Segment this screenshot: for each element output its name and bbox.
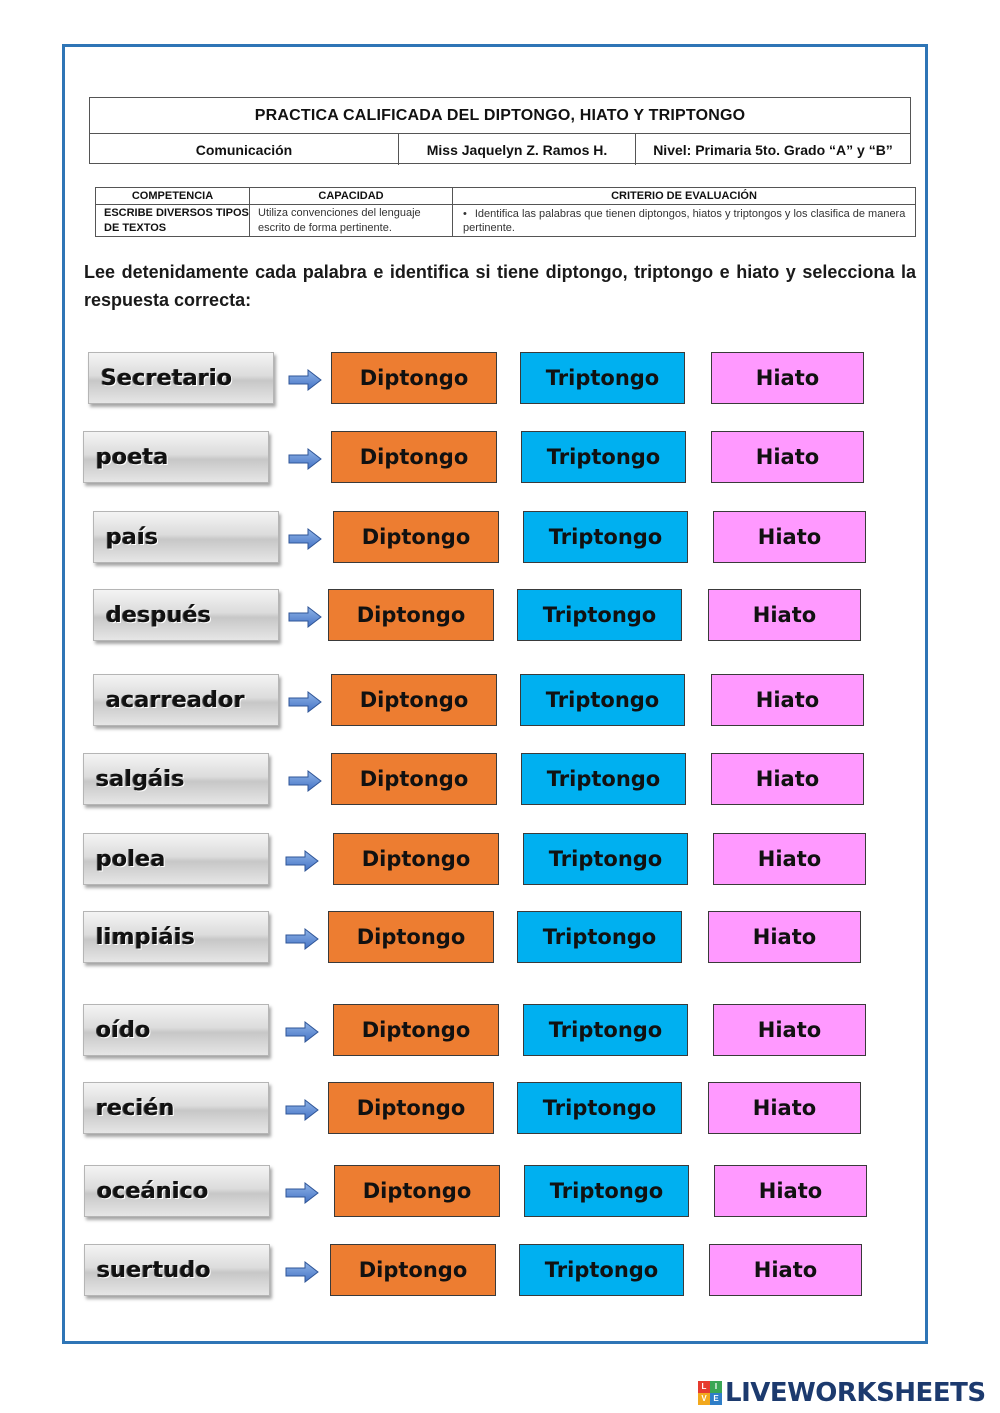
option-diptongo-button[interactable]: Diptongo xyxy=(331,352,497,404)
option-hiato-button[interactable]: Hiato xyxy=(708,1082,861,1134)
option-triptongo-button[interactable]: Triptongo xyxy=(517,911,682,963)
option-hiato-button[interactable]: Hiato xyxy=(713,511,866,563)
word-card: después xyxy=(93,589,279,641)
arrow-right-icon xyxy=(285,1261,319,1283)
exercise-row xyxy=(0,753,1000,809)
arrow-right-icon xyxy=(288,528,322,550)
arrow-right-icon xyxy=(285,1021,319,1043)
header-competencia: COMPETENCIA xyxy=(96,188,250,204)
arrow-right-icon xyxy=(285,1182,319,1204)
logo-text: LIVEWORKSHEETS xyxy=(725,1378,986,1408)
word-card: acarreador xyxy=(93,674,279,726)
arrow-right-icon xyxy=(285,928,319,950)
option-triptongo-button[interactable]: Triptongo xyxy=(521,431,686,483)
word-card: salgáis xyxy=(83,753,269,805)
word-card: polea xyxy=(83,833,269,885)
exercise-row xyxy=(0,589,1000,645)
instructions: Lee detenidamente cada palabra e identifica si tiene diptongo, triptongo e hiato y selecciona la respuesta correcta: xyxy=(84,262,916,310)
bullet-icon: • xyxy=(463,208,467,220)
exercise-row xyxy=(0,911,1000,967)
option-hiato-button[interactable]: Hiato xyxy=(713,1004,866,1056)
exercise-row xyxy=(0,674,1000,730)
option-hiato-button[interactable]: Hiato xyxy=(711,674,864,726)
word-card: limpiáis xyxy=(83,911,269,963)
worksheet-title: PRACTICA CALIFICADA DEL DIPTONGO, HIATO Y TRIPTONGO xyxy=(90,98,910,134)
option-hiato-button[interactable]: Hiato xyxy=(713,833,866,885)
option-diptongo-button[interactable]: Diptongo xyxy=(333,833,499,885)
liveworksheets-logo[interactable] xyxy=(698,1378,986,1408)
exercise-row xyxy=(0,833,1000,889)
exercise-row xyxy=(0,352,1000,408)
arrow-right-icon xyxy=(288,770,322,792)
word-card: recién xyxy=(83,1082,269,1134)
word-card: Secretario xyxy=(88,352,274,404)
option-triptongo-button[interactable]: Triptongo xyxy=(517,589,682,641)
word-card: poeta xyxy=(83,431,269,483)
header-capacidad: CAPACIDAD xyxy=(250,188,453,204)
word-card: oído xyxy=(83,1004,269,1056)
exercise-row xyxy=(0,1244,1000,1300)
grade-level: Nivel: Primaria 5to. Grado “A” y “B” xyxy=(653,141,893,158)
option-hiato-button[interactable]: Hiato xyxy=(708,911,861,963)
arrow-right-icon xyxy=(288,369,322,391)
option-diptongo-button[interactable]: Diptongo xyxy=(331,431,497,483)
option-triptongo-button[interactable]: Triptongo xyxy=(523,1004,688,1056)
option-hiato-button[interactable]: Hiato xyxy=(709,1244,862,1296)
option-diptongo-button[interactable]: Diptongo xyxy=(328,589,494,641)
arrow-right-icon xyxy=(285,1099,319,1121)
option-diptongo-button[interactable]: Diptongo xyxy=(331,753,497,805)
subject-label: Comunicación xyxy=(90,134,399,165)
option-diptongo-button[interactable]: Diptongo xyxy=(331,674,497,726)
option-triptongo-button[interactable]: Triptongo xyxy=(524,1165,689,1217)
option-hiato-button[interactable]: Hiato xyxy=(714,1165,867,1217)
option-diptongo-button[interactable]: Diptongo xyxy=(328,1082,494,1134)
arrow-right-icon xyxy=(288,448,322,470)
option-triptongo-button[interactable]: Triptongo xyxy=(520,674,685,726)
exercise-row xyxy=(0,1165,1000,1221)
header-criterio: CRITERIO DE EVALUACIÓN xyxy=(611,190,757,202)
option-hiato-button[interactable]: Hiato xyxy=(708,589,861,641)
option-triptongo-button[interactable]: Triptongo xyxy=(523,511,688,563)
exercise-row xyxy=(0,1004,1000,1060)
exercise-row xyxy=(0,431,1000,487)
option-hiato-button[interactable]: Hiato xyxy=(711,753,864,805)
exercise-row xyxy=(0,511,1000,567)
arrow-right-icon xyxy=(288,606,322,628)
liveworksheets-logo-icon: L I V E xyxy=(698,1381,722,1405)
criterio-text: Identifica las palabras que tienen diptongos, hiatos y triptongos y los clasifica de manera pertinente. xyxy=(463,208,906,234)
criterio-cell xyxy=(453,205,915,237)
arrow-right-icon xyxy=(285,850,319,872)
option-diptongo-button[interactable]: Diptongo xyxy=(328,911,494,963)
word-card: país xyxy=(93,511,279,563)
competency-table xyxy=(95,187,916,237)
option-diptongo-button[interactable]: Diptongo xyxy=(333,511,499,563)
option-triptongo-button[interactable]: Triptongo xyxy=(521,753,686,805)
exercise-row xyxy=(0,1082,1000,1138)
option-triptongo-button[interactable]: Triptongo xyxy=(517,1082,682,1134)
teacher-name: Miss Jaquelyn Z. Ramos H. xyxy=(399,134,636,165)
word-card: suertudo xyxy=(84,1244,270,1296)
header-table xyxy=(89,97,911,164)
option-diptongo-button[interactable]: Diptongo xyxy=(333,1004,499,1056)
option-triptongo-button[interactable]: Triptongo xyxy=(520,352,685,404)
option-diptongo-button[interactable]: Diptongo xyxy=(334,1165,500,1217)
option-diptongo-button[interactable]: Diptongo xyxy=(330,1244,496,1296)
arrow-right-icon xyxy=(288,691,322,713)
option-hiato-button[interactable]: Hiato xyxy=(711,431,864,483)
option-hiato-button[interactable]: Hiato xyxy=(711,352,864,404)
option-triptongo-button[interactable]: Triptongo xyxy=(519,1244,684,1296)
word-card: oceánico xyxy=(84,1165,270,1217)
competencia-text: ESCRIBE DIVERSOS TIPOS DE TEXTOS xyxy=(96,205,250,237)
capacidad-text: Utiliza convenciones del lenguaje escrito de forma pertinente. xyxy=(250,205,453,237)
option-triptongo-button[interactable]: Triptongo xyxy=(523,833,688,885)
